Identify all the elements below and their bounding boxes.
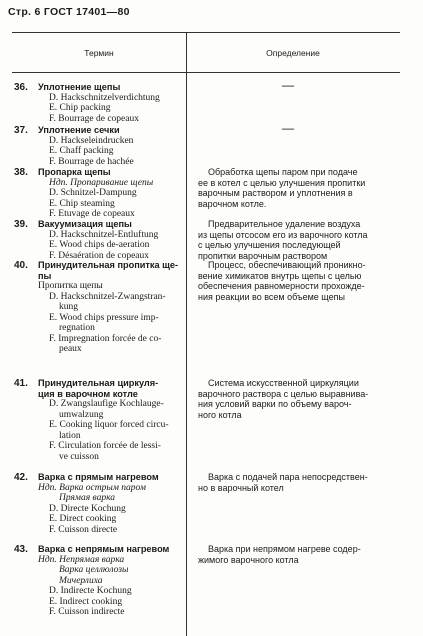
entry-definition bbox=[198, 167, 382, 209]
entry-term bbox=[38, 544, 188, 618]
entry-term bbox=[38, 260, 188, 355]
term-title: Варка с прямым нагревом bbox=[38, 472, 159, 482]
term-french: F. Bourrage de hachée bbox=[49, 156, 134, 167]
term-german: D. Indirecte Kochung bbox=[49, 586, 132, 596]
definition-line: вение химикатов внутрь щепы с целью bbox=[198, 270, 362, 281]
definition-line: Система искусственной циркуляции bbox=[208, 378, 359, 388]
term-french: F. Bourrage de copeaux bbox=[49, 113, 139, 124]
definition-line: но в варочный котел bbox=[198, 482, 284, 493]
entry-definition bbox=[198, 544, 382, 565]
definition-line: обеспечения равномерности прохожде- bbox=[198, 281, 365, 291]
term-french: F. Etuvage de copeaux bbox=[49, 209, 135, 219]
term-german: D. Hackseleindrucken bbox=[49, 135, 134, 146]
term-english: E. Chip steaming bbox=[49, 198, 115, 209]
term-french: F. Cuisson indirecte bbox=[49, 607, 125, 617]
term-title: Варка с непрямым нагревом bbox=[38, 544, 170, 554]
term-french: F. Impregnation forcée de co- bbox=[49, 333, 162, 344]
entry-definition bbox=[198, 472, 382, 493]
term-title: Уплотнение щепы bbox=[38, 82, 121, 92]
definition-line: Обработка щепы паром при подаче bbox=[208, 167, 358, 177]
term-english: E. Wood chips pressure imp- bbox=[49, 312, 159, 323]
definition-line: варочного раствора с целью выравнива- bbox=[198, 388, 369, 399]
definition-line: жимого варочного котла bbox=[198, 554, 299, 565]
definition-line: из щепы отсосом его из варочного котла bbox=[198, 229, 368, 240]
definition-line: ния реакции во всем объеме щепы bbox=[198, 291, 345, 302]
table-header-rule bbox=[12, 72, 400, 73]
term-english: E. Indirect cooking bbox=[49, 596, 123, 607]
term-deprecated: Ндп. Пропаривание щепы bbox=[49, 177, 154, 188]
page-header: Стр. 6 ГОСТ 17401—80 bbox=[8, 6, 130, 18]
term-title: Пропарка щепы bbox=[38, 167, 111, 177]
term-title: Вакуумизация щепы bbox=[38, 219, 132, 229]
entry-term bbox=[38, 219, 188, 261]
definition-line: варочным раствором и уплотнения в bbox=[198, 188, 353, 198]
entry-term bbox=[38, 82, 188, 124]
definition-line: Варка при непрямом нагреве содер- bbox=[208, 544, 361, 554]
column-header-definition: Определение bbox=[266, 48, 320, 58]
term-german: D. Zwangslaufige Kochlauge- bbox=[49, 399, 164, 409]
term-english: E. Direct cooking bbox=[49, 514, 117, 524]
definition-line: варочном котле. bbox=[198, 198, 267, 209]
entry-number: 43. bbox=[14, 544, 28, 555]
entry-term bbox=[38, 472, 188, 535]
term-english-cont: lation bbox=[59, 430, 81, 441]
column-header-term: Термин bbox=[84, 48, 114, 58]
term-german: D. Hackschnitzel-Zwangstran- bbox=[49, 291, 166, 302]
term-deprecated-3: Мичерлиха bbox=[59, 575, 103, 586]
term-title: Принудительная циркуля- bbox=[38, 378, 159, 388]
term-english: E. Wood chips de-aeration bbox=[49, 240, 150, 250]
table-top-rule bbox=[12, 32, 400, 33]
definition-line: Предварительное удаление воздуха bbox=[208, 219, 361, 229]
term-french-cont: peaux bbox=[59, 344, 82, 354]
entry-term bbox=[38, 167, 188, 220]
term-english-cont: regnation bbox=[59, 323, 95, 333]
definition-line: Процесс, обеспечивающий проникно- bbox=[208, 260, 366, 270]
term-title: Принудительная пропитка ще- bbox=[38, 260, 179, 270]
term-english: E. Cooking liquor forced circu- bbox=[49, 420, 169, 430]
entry-number: 38. bbox=[14, 167, 28, 178]
definition-line: с целью улучшения последующей bbox=[198, 240, 341, 250]
entry-term bbox=[38, 125, 188, 167]
entry-term bbox=[38, 378, 188, 462]
entry-number: 41. bbox=[14, 378, 28, 389]
term-german: D. Hackschnitzelverdichtung bbox=[49, 92, 160, 103]
term-title-cont: ция в варочном котле bbox=[38, 388, 138, 399]
entry-number: 39. bbox=[14, 219, 28, 230]
entry-definition bbox=[198, 260, 382, 302]
definition-line: ее в котел с целью улучшения пропитки bbox=[198, 177, 366, 188]
term-german: D. Hackschnitzel-Entluftung bbox=[49, 229, 159, 240]
term-deprecated: Ндп. Непрямая варка bbox=[38, 554, 125, 565]
entry-definition bbox=[198, 378, 382, 420]
term-english: E. Chip packing bbox=[49, 103, 111, 113]
term-french: F. Désaération de copeaux bbox=[49, 250, 150, 261]
term-deprecated-cont: Прямая варка bbox=[59, 493, 116, 503]
term-synonym: Пропитка щепы bbox=[38, 281, 103, 291]
definition-line: пропитки варочным раствором bbox=[198, 250, 328, 261]
entry-number: 37. bbox=[14, 125, 28, 136]
term-german: D. Schnitzel-Dampung bbox=[49, 188, 137, 198]
definition-line: Варка с подачей пара непосредствен- bbox=[208, 472, 368, 482]
term-french: F. Cuisson directe bbox=[49, 524, 118, 535]
definition-line: ного котла bbox=[198, 409, 242, 420]
term-french: F. Circulation forcée de lessi- bbox=[49, 441, 161, 451]
entry-number: 42. bbox=[14, 472, 28, 483]
term-german: D. Directe Kochung bbox=[49, 503, 126, 514]
term-deprecated: Ндп. Варка острым паром bbox=[38, 482, 146, 493]
term-german-cont: umwalzung bbox=[59, 409, 104, 420]
term-title-cont: пы bbox=[38, 270, 52, 281]
term-english: E. Chaff packing bbox=[49, 146, 114, 156]
entry-definition bbox=[198, 219, 382, 261]
entry-number: 40. bbox=[14, 260, 28, 271]
no-definition-dash: — bbox=[282, 78, 294, 92]
no-definition-dash: — bbox=[282, 121, 294, 135]
term-german-cont: kung bbox=[59, 302, 78, 312]
entry-number: 36. bbox=[14, 82, 28, 93]
definition-line: ния условий варки по объему вароч- bbox=[198, 399, 352, 409]
term-deprecated-2: Варка целлюлозы bbox=[59, 565, 129, 575]
term-title: Уплотнение сечки bbox=[38, 125, 120, 135]
term-french-cont: ve cuisson bbox=[59, 451, 99, 462]
